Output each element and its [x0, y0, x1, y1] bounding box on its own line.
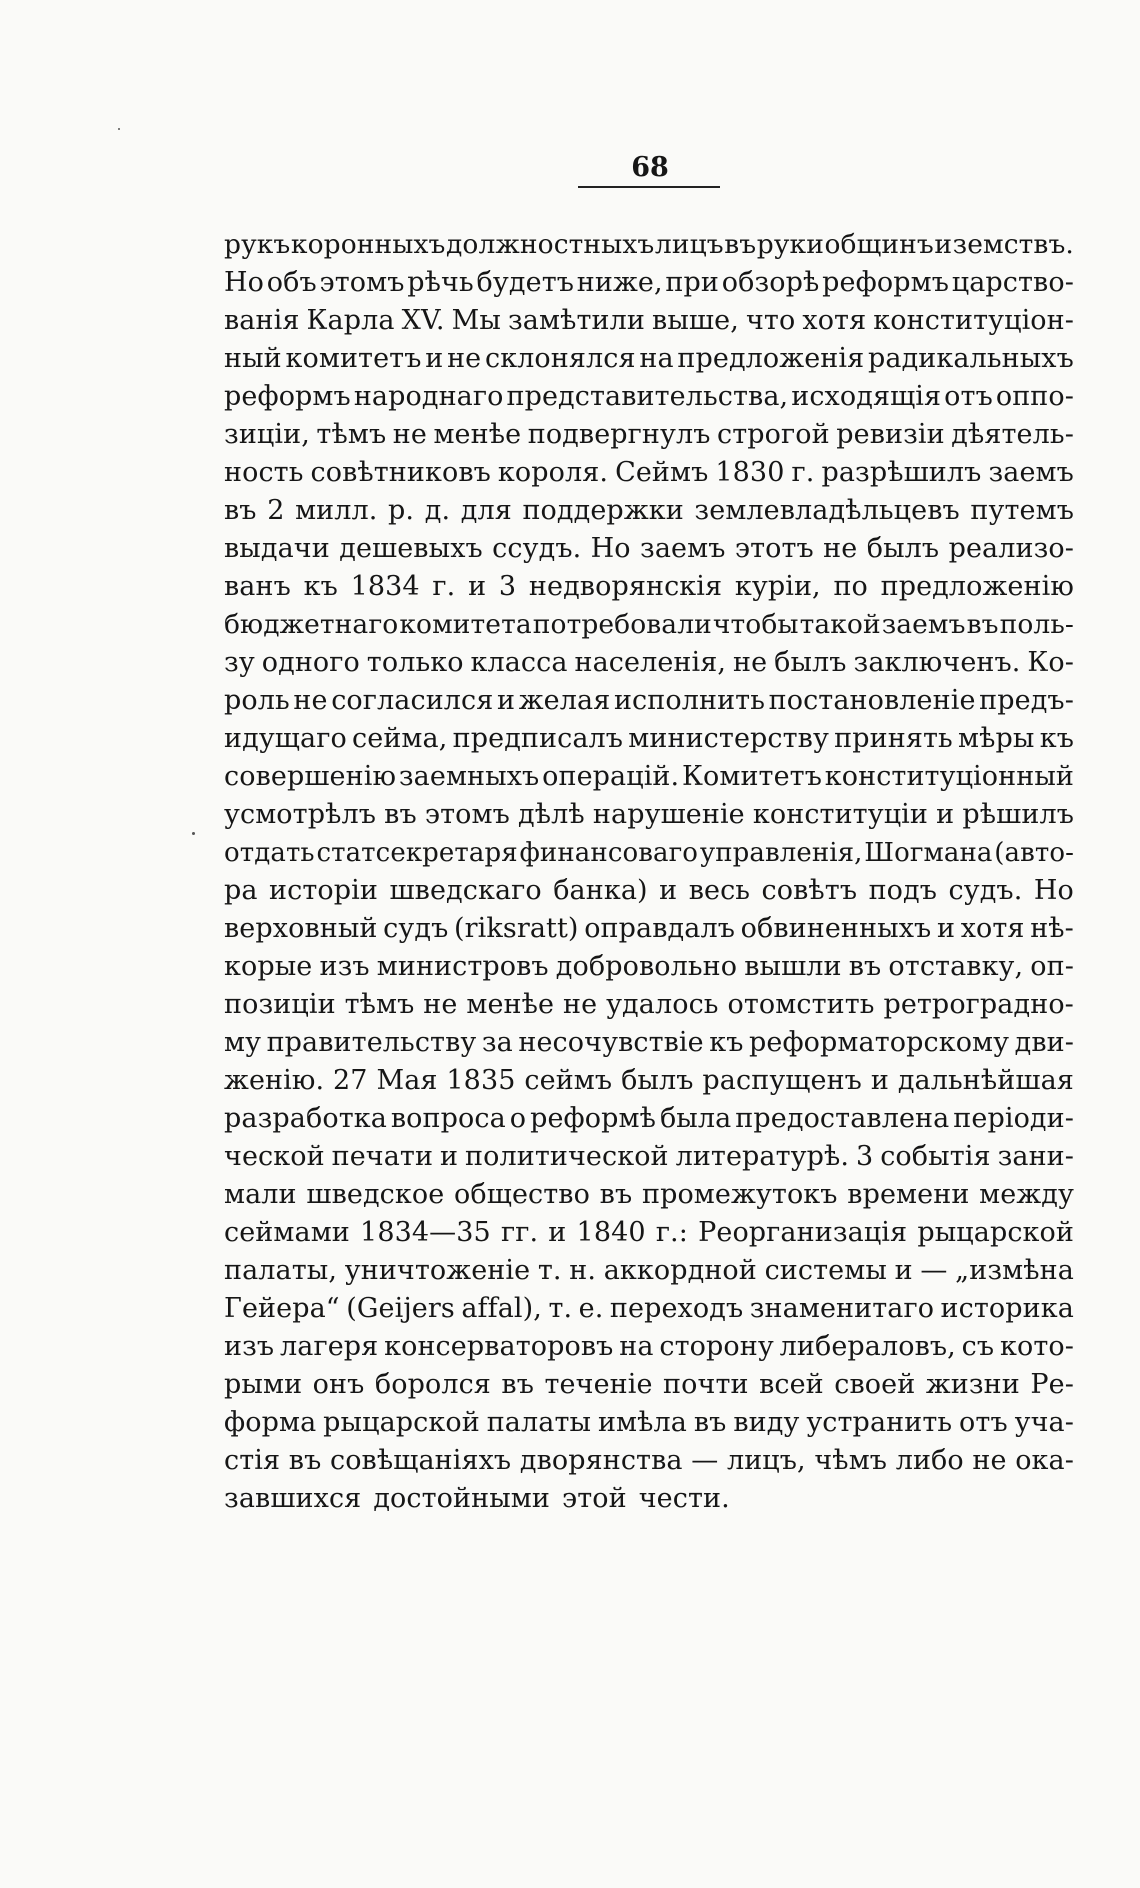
- text-line: Гейера“ (Geijers affal), т. е. переходъ знаменитаго историка: [224, 1293, 1074, 1324]
- text-line: въ 2 милл. р. д. для поддержки землевладѣльцевъ путемъ: [224, 495, 1074, 526]
- text-line: корые изъ министровъ добровольно вышли въ отставку, оп-: [224, 951, 1074, 982]
- text-line: Но объ этомъ рѣчь будетъ ниже, при обзорѣ реформъ царство-: [224, 267, 1074, 298]
- text-line: стія въ совѣщаніяхъ дворянства — лицъ, чѣмъ либо не ока-: [224, 1445, 1074, 1476]
- text-line: верховный судъ (riksratt) оправдалъ обвиненныхъ и хотя нѣ-: [224, 913, 1074, 944]
- text-line: му правительству за несочувствіе къ реформаторскому дви-: [224, 1027, 1074, 1058]
- text-line: изъ лагеря консерваторовъ на сторону либераловъ, съ кото-: [224, 1331, 1074, 1362]
- page-number: 68: [631, 152, 669, 183]
- text-line: выдачи дешевыхъ ссудъ. Но заемъ этотъ не былъ реализо-: [224, 533, 1074, 564]
- text-line: ный комитетъ и не склонялся на предложенія радикальныхъ: [224, 343, 1074, 374]
- text-line: совершенію заемныхъ операцій. Комитетъ конституціонный: [224, 761, 1074, 792]
- body-text: [224, 226, 1074, 1518]
- text-line: ческой печати и политической литературѣ. 3 событія зани-: [224, 1141, 1074, 1172]
- text-line: отдать статсекретаря финансоваго управленія, Шогмана (авто-: [224, 838, 1074, 868]
- page-number-rule: [578, 186, 720, 188]
- text-line: форма рыцарской палаты имѣла въ виду устранить отъ уча-: [224, 1407, 1074, 1438]
- text-line: рукъ коронныхъ должностныхъ лицъ въ руки общинъ и земствъ.: [224, 229, 1074, 260]
- text-line: сеймами 1834—35 гг. и 1840 г.: Реорганизація рыцарской: [224, 1217, 1074, 1248]
- text-line: роль не согласился и желая исполнить постановленіе предъ-: [224, 685, 1074, 716]
- text-line: рыми онъ боролся въ теченіе почти всей своей жизни Ре-: [224, 1369, 1074, 1400]
- text-line: ванъ къ 1834 г. и 3 недворянскія куріи, по предложенію: [224, 571, 1074, 602]
- text-line: бюджетнаго комитета потребовали чтобы такой заемъ въ поль-: [224, 609, 1074, 640]
- text-line: женію. 27 Мая 1835 сеймъ былъ распущенъ и дальнѣйшая: [224, 1065, 1074, 1096]
- text-line: реформъ народнаго представительства, исходящія отъ оппо-: [224, 381, 1074, 412]
- text-line: усмотрѣлъ въ этомъ дѣлѣ нарушеніе конституціи и рѣшилъ: [224, 799, 1074, 830]
- text-line: разработка вопроса о реформѣ была предоставлена періоди-: [224, 1103, 1074, 1134]
- scan-speck: [192, 832, 195, 835]
- text-line: идущаго сейма, предписалъ министерству принять мѣры къ: [224, 723, 1074, 754]
- text-line: ванія Карла XV. Мы замѣтили выше, что хотя конституціон-: [224, 305, 1074, 336]
- text-line: завшихся достойными этой чести.: [224, 1483, 730, 1514]
- text-line: ра исторіи шведскаго банка) и весь совѣтъ подъ судъ. Но: [224, 875, 1074, 906]
- text-line: палаты, уничтоженіе т. н. аккордной системы и — „измѣна: [224, 1255, 1074, 1286]
- text-line: мали шведское общество въ промежутокъ времени между: [224, 1179, 1074, 1210]
- text-line: зу одного только класса населенія, не былъ заключенъ. Ко-: [224, 647, 1074, 678]
- text-line: позиціи тѣмъ не менѣе не удалось отомстить ретроградно-: [224, 989, 1074, 1020]
- text-line: зиціи, тѣмъ не менѣе подвергнулъ строгой ревизіи дѣятель-: [224, 419, 1074, 450]
- scan-speck: [118, 128, 120, 130]
- text-line: ность совѣтниковъ короля. Сеймъ 1830 г. разрѣшилъ заемъ: [224, 457, 1074, 488]
